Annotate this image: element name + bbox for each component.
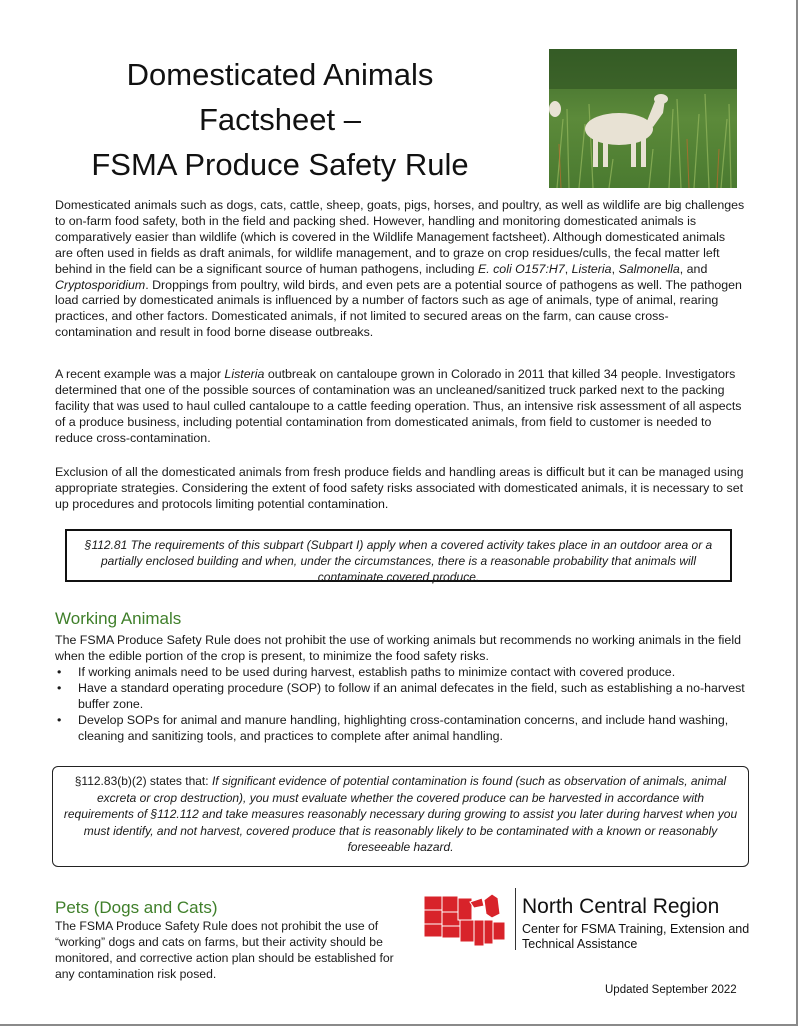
working-animals-intro: The FSMA Produce Safety Rule does not prohibit the use of working animals but recommends no working animals in the field when the edible portion of the crop is present, to minimize the food safety risks. bbox=[55, 633, 741, 663]
updated-date: Updated September 2022 bbox=[605, 984, 737, 996]
organization-name: North Central Region bbox=[522, 895, 720, 918]
title-line-1: Domesticated Animals bbox=[126, 57, 434, 92]
regulation-box-112-81: §112.81 The requirements of this subpart (Subpart I) apply when a covered activity takes place in an outdoor area or a partially enclosed building and when, under the circumstances, there is a reasonable probability that animals will contaminate covered produce. bbox=[65, 529, 732, 582]
quote-lead: §112.83(b)(2) states that: bbox=[74, 774, 212, 788]
quote-text: If significant evidence of potential contamination is found (such as observation of animals, animal excreta or crop destruction), you must evaluate whether the covered produce can be harvested in accordance with requirements of §112.112 and take measures reasonably necessary during growing to assist you later during harvest when you must identify, and not harvest, covered produce that is reasonably likely to be contaminated with a known or reasonably foreseeable hazard. bbox=[63, 774, 738, 854]
pets-heading: Pets (Dogs and Cats) bbox=[55, 898, 218, 917]
working-animals-heading: Working Animals bbox=[55, 609, 182, 628]
intro-paragraph-3: Exclusion of all the domesticated animals from fresh produce fields and handling areas is difficult but it can be managed using appropriate strategies. Considering the extent of food safety risks associated with domesticated animals, it is necessary to set up procedures and protocols limiting potential contamination. bbox=[55, 465, 744, 511]
regulation-box-112-83 bbox=[52, 766, 749, 867]
title-line-2: Factsheet – bbox=[199, 102, 361, 137]
logo-divider bbox=[515, 888, 516, 950]
intro-paragraph-1: Domesticated animals such as dogs, cats, cattle, sheep, goats, pigs, horses, and poultry, as well as wildlife are big challenges to on-farm food safety, both in the field and packing shed. However, handling and monitoring domesticated animals is comparatively easier than wildlife (which is covered in the Wildlife Management factsheet). Although domesticated animals are often used in fields as draft animals, for wildlife management, and to graze on crop residues/culls, the fecal matter left behind in the field can be a significant source of human pathogens, including E. coli O157:H7, Listeria, Salmonella, and Cryptosporidium. Droppings from poultry, wild birds, and even pets are a potential source of pathogens as well. The pathogen load carried by domesticated animals is influenced by a number of factors such as age of animals, type of animal, rearing practices, and other factors. Domesticated animals, if not limited to secured areas on the farm, can cause cross-contamination and result in food borne disease outbreaks. bbox=[55, 198, 745, 340]
working-animals-list bbox=[55, 665, 745, 745]
list-item: • If working animals need to be used during harvest, establish paths to minimize contact with covered produce. bbox=[55, 665, 745, 681]
pets-paragraph: The FSMA Produce Safety Rule does not prohibit the use of “working” dogs and cats on farms, but their activity should be monitored, and corrective action plan should be established for any contamination risk posed. bbox=[55, 919, 394, 981]
list-item: • Have a standard operating procedure (SOP) to follow if an animal defecates in the field, such as establishing a no-harvest buffer zone. bbox=[55, 681, 745, 713]
north-central-region-map-logo bbox=[422, 890, 510, 952]
page-title bbox=[70, 52, 490, 187]
organization-subtitle: Center for FSMA Training, Extension and Technical Assistance bbox=[522, 922, 750, 951]
goats-photo bbox=[549, 49, 737, 188]
intro-paragraph-2: A recent example was a major Listeria outbreak on cantaloupe grown in Colorado in 2011 that killed 34 people. Investigators determined that one of the possible sources of contamination was an uncleaned/sanitized truck parked next to the packing facility that was used to haul culled cantaloupe to a cattle feeding operation. Thus, an intensive risk assessment of all aspects of a produce business, including potential contamination from domesticated animals, from field to customer is needed to reduce cross-contamination. bbox=[55, 367, 742, 445]
title-line-3: FSMA Produce Safety Rule bbox=[91, 147, 469, 182]
list-item: • Develop SOPs for animal and manure handling, highlighting cross-contamination concerns, and include hand washing, cleaning and sanitizing tools, and practices to complete after animal handling. bbox=[55, 713, 745, 745]
